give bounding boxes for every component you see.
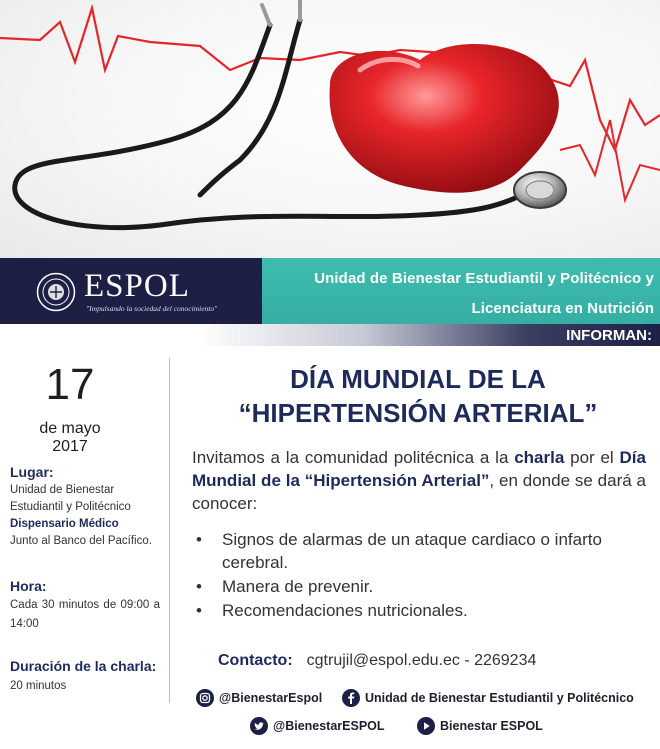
event-year: 2017 — [52, 438, 88, 455]
lugar-line-4: Junto al Banco del Pacífico. — [10, 535, 152, 547]
event-title-line-1: DÍA MUNDIAL DE LA — [290, 364, 546, 394]
org-tagline: "Impulsando la sociedad del conocimiento" — [86, 304, 218, 313]
hero-image — [0, 0, 660, 258]
twitter-link[interactable] — [250, 717, 385, 735]
contact-label: Contacto: — [218, 652, 293, 669]
event-title-line-2: “HIPERTENSIÓN ARTERIAL” — [238, 398, 598, 428]
event-day: 17 — [45, 360, 95, 409]
list-item: • Recomendaciones nutricionales. — [192, 599, 648, 622]
informan-label: INFORMAN: — [566, 327, 652, 344]
informan-strip — [0, 324, 660, 346]
column-divider — [169, 358, 170, 703]
instagram-link[interactable] — [196, 689, 322, 707]
twitter-handle: @BienestarESPOL — [273, 719, 385, 733]
topics-list — [192, 528, 648, 623]
instagram-icon — [196, 689, 214, 707]
list-item: • Signos de alarmas de un ataque cardiaco o infarto cerebral. — [192, 528, 648, 574]
facebook-icon — [342, 689, 360, 707]
lugar-line-3: Dispensario Médico — [10, 518, 119, 530]
espol-seal-icon — [36, 272, 76, 312]
youtube-link[interactable] — [417, 717, 543, 735]
units-line-2: Licenciatura en Nutrición — [471, 300, 654, 317]
lugar-line-2: Estudiantil y Politécnico — [10, 501, 131, 513]
lugar-label: Lugar: — [10, 464, 54, 480]
youtube-channel: Bienestar ESPOL — [440, 719, 543, 733]
contact-value[interactable]: cgtrujil@espol.edu.ec - 2269234 — [306, 652, 537, 669]
header-banner — [0, 258, 660, 324]
org-name: ESPOL — [84, 268, 190, 304]
invitation-paragraph: Invitamos a la comunidad politécnica a la charla por el Día Mundial de la “Hipertensión Arterial”, en donde se dará a conocer: — [192, 448, 646, 513]
twitter-icon — [250, 717, 268, 735]
facebook-page: Unidad de Bienestar Estudiantil y Politécnico — [365, 691, 634, 705]
facebook-link[interactable] — [342, 689, 634, 707]
heart-stethoscope-illustration — [0, 0, 660, 258]
duracion-text: 20 minutos — [10, 680, 67, 692]
youtube-play-icon — [417, 717, 435, 735]
list-item: • Manera de prevenir. — [192, 575, 648, 598]
units-line-1: Unidad de Bienestar Estudiantil y Politécnico y — [314, 270, 654, 287]
ecg-line — [0, 8, 660, 150]
lugar-line-1: Unidad de Bienestar — [10, 484, 115, 496]
contact-line — [218, 652, 536, 670]
duracion-label: Duración de la charla: — [10, 658, 157, 674]
event-month: de mayo — [39, 420, 101, 437]
espol-logo-area — [0, 258, 262, 324]
hora-text: Cada 30 minutos de 09:00 a 14:00 — [10, 599, 160, 630]
hora-label: Hora: — [10, 578, 47, 594]
instagram-handle: @BienestarEspol — [219, 691, 323, 705]
units-banner — [262, 258, 660, 324]
